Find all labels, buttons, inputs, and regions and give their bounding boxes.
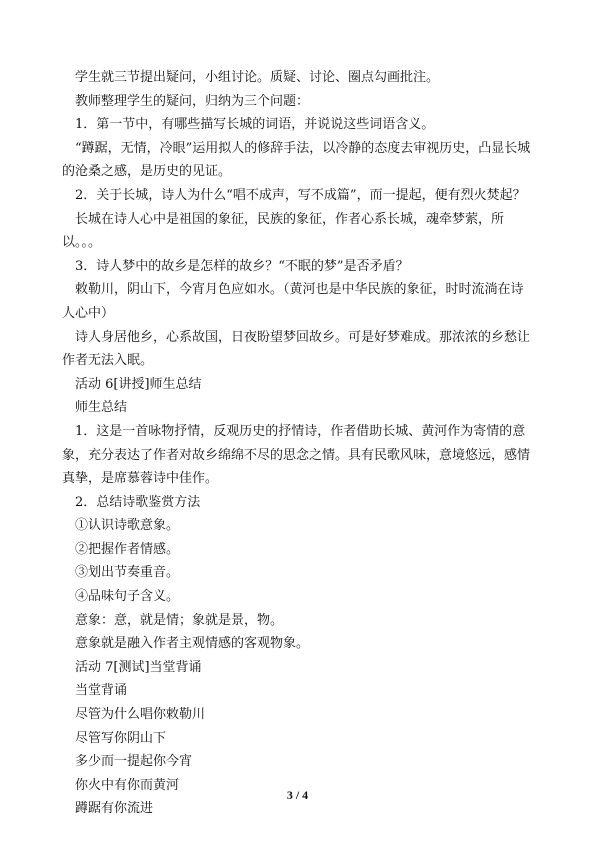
paragraph: 尽管写你阴山下 [75,730,167,746]
paragraph: 2．总结诗歌鉴赏方法 [75,494,201,510]
paragraph: ③划出节奏重音。 [75,565,180,581]
paragraph: 你火中有你而黄河 [75,777,180,793]
paragraph: 多少而一提起你今宵 [75,754,193,770]
paragraph: 教师整理学生的疑问，归纳为三个问题： [75,93,310,109]
paragraph: 意象：意，就是情；象就是景，物。 [75,612,284,628]
paragraph: 意象就是融入作者主观情感的客观物象。 [75,636,310,652]
paragraph: 长城在诗人心中是祖国的象征，民族的象征，作者心系长城，魂牵梦萦，所以。。。 [62,211,505,251]
paragraph: 1．第一节中，有哪些描写长城的词语，并说说这些词语含义。 [75,117,435,133]
paragraph: 活动 7[测试]当堂背诵 [75,659,202,675]
paragraph: 敕勒川，阴山下，今宵月色应如水。（黄河也是中华民族的象征，时时流淌在诗人心中） [62,282,524,321]
document-body [62,66,532,821]
paragraph: 2．关于长城，诗人为什么“唱不成声，写不成篇”，而一提起，便有烈火焚起？ [75,187,526,203]
paragraph: ①认识诗歌意象。 [75,518,180,534]
paragraph: 尽管为什么唱你敕勒川 [75,707,206,723]
paragraph: 师生总结 [75,400,128,416]
paragraph: 1．这是一首咏物抒情，反观历史的抒情诗，作者借助长城、黄河作为寄情的意象，充分表达了作者对故乡绵绵不尽的思念之情。具有民歌风味，意境悠远，感情真挚，是席慕蓉诗中佳作。 [62,423,531,487]
paragraph: “蹲踞，无情，冷眼”运用拟人的修辞手法，以冷静的态度去审视历史，凸显长城的沧桑之感，是历史的见证。 [62,140,531,180]
paragraph: 3．诗人梦中的故乡是怎样的故乡？“不眠的梦”是否矛盾？ [75,258,409,274]
paragraph: 诗人身居他乡，心系故国，日夜盼望梦回故乡。可是好梦难成。那浓浓的乡愁让作者无法入眠。 [62,329,531,369]
paragraph: ②把握作者情感。 [75,541,180,557]
page-number: 3 / 4 [286,788,309,802]
paragraph: 活动 6[讲授]师生总结 [75,376,202,392]
paragraph: 当堂背诵 [75,683,128,699]
paragraph: ④品味句子含义。 [75,589,180,605]
paragraph: 学生就三节提出疑问，小组讨论。质疑、讨论、圈点勾画批注。 [75,70,440,85]
paragraph: 蹲踞有你流进 [75,801,154,817]
